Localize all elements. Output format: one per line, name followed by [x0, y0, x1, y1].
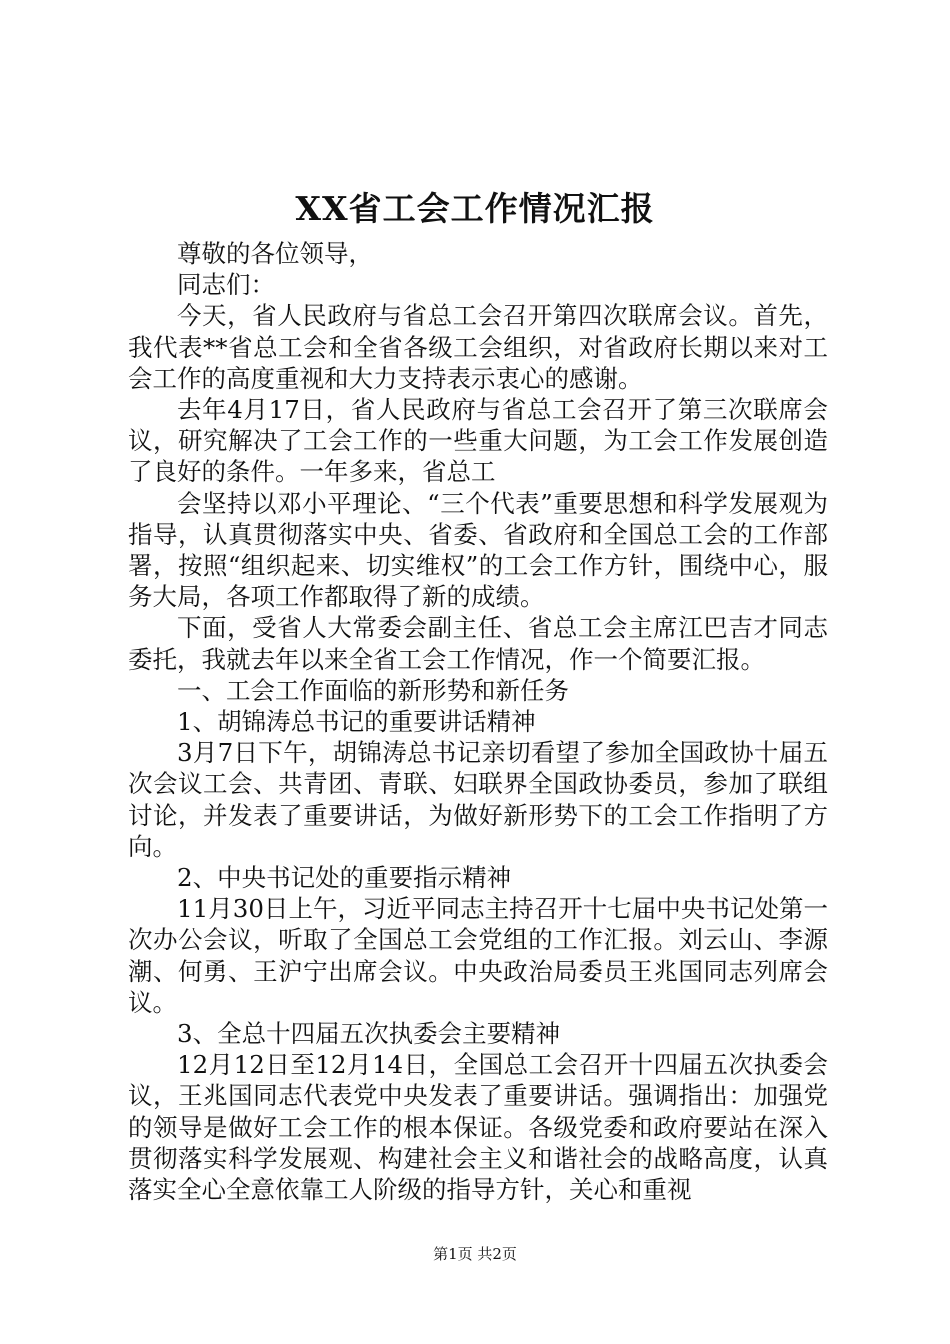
salutation-comrades: 同志们： — [177, 270, 275, 300]
subheading-1: 1、胡锦涛总书记的重要讲话精神 — [177, 707, 536, 737]
subheading-3: 3、全总十四届五次执委会主要精神 — [177, 1019, 561, 1049]
paragraph-guidance: 会坚持以邓小平理论、“三个代表”重要思想和科学发展观为指导，认真贯彻落实中央、省委、省政府和全国总工会的工作部署，按照“组织起来、切实维权”的工会工作方针，围绕中心，服务大局，各项工作都取得了新的成绩。 — [128, 488, 828, 612]
document-body — [128, 238, 828, 1205]
subheading-2: 2、中央书记处的重要指示精神 — [177, 863, 512, 893]
section-heading-1: 一、工会工作面临的新形势和新任务 — [177, 675, 569, 705]
paragraph-report-intro: 下面，受省人大常委会副主任、省总工会主席江巴吉才同志委托，我就去年以来全省工会工作情况，作一个简要汇报。 — [128, 613, 828, 674]
paragraph-hu-speech: 3月7日下午，胡锦涛总书记亲切看望了参加全国政协十届五次会议工会、共青团、青联、妇联界全国政协委员，参加了联组讨论，并发表了重要讲话，为做好新形势下的工会工作指明了方向。 — [128, 738, 828, 861]
paragraph-opening: 今天，省人民政府与省总工会召开第四次联席会议。首先，我代表**省总工会和全省各级工会组织，对省政府长期以来对工会工作的高度重视和大力支持表示衷心的感谢。 — [128, 301, 828, 393]
paragraph-secretariat: 11月30日上午，习近平同志主持召开十七届中央书记处第一次办公会议，听取了全国总工会党组的工作汇报。刘云山、李源潮、何勇、王沪宁出席会议。中央政治局委员王兆国同志列席会议。 — [128, 894, 828, 1017]
document-title: XX省工会工作情况汇报 — [295, 189, 655, 228]
page-footer: 第1页 共2页 — [433, 1245, 517, 1263]
paragraph-executive-meeting: 12月12日至12月14日，全国总工会召开十四届五次执委会议，王兆国同志代表党中央发表了重要讲话。强调指出：加强党的领导是做好工会工作的根本保证。各级党委和政府要站在深入贯彻落实科学发展观、构建社会主义和谐社会的战略高度，认真落实全心全意依靠工人阶级的指导方针，关心和重视 — [128, 1050, 828, 1205]
salutation-leaders: 尊敬的各位领导， — [177, 239, 373, 268]
paragraph-last-year: 去年4月17日，省人民政府与省总工会召开了第三次联席会议，研究解决了工会工作的一些重大问题，为工会工作发展创造了良好的条件。一年多来，省总工 — [128, 395, 828, 487]
